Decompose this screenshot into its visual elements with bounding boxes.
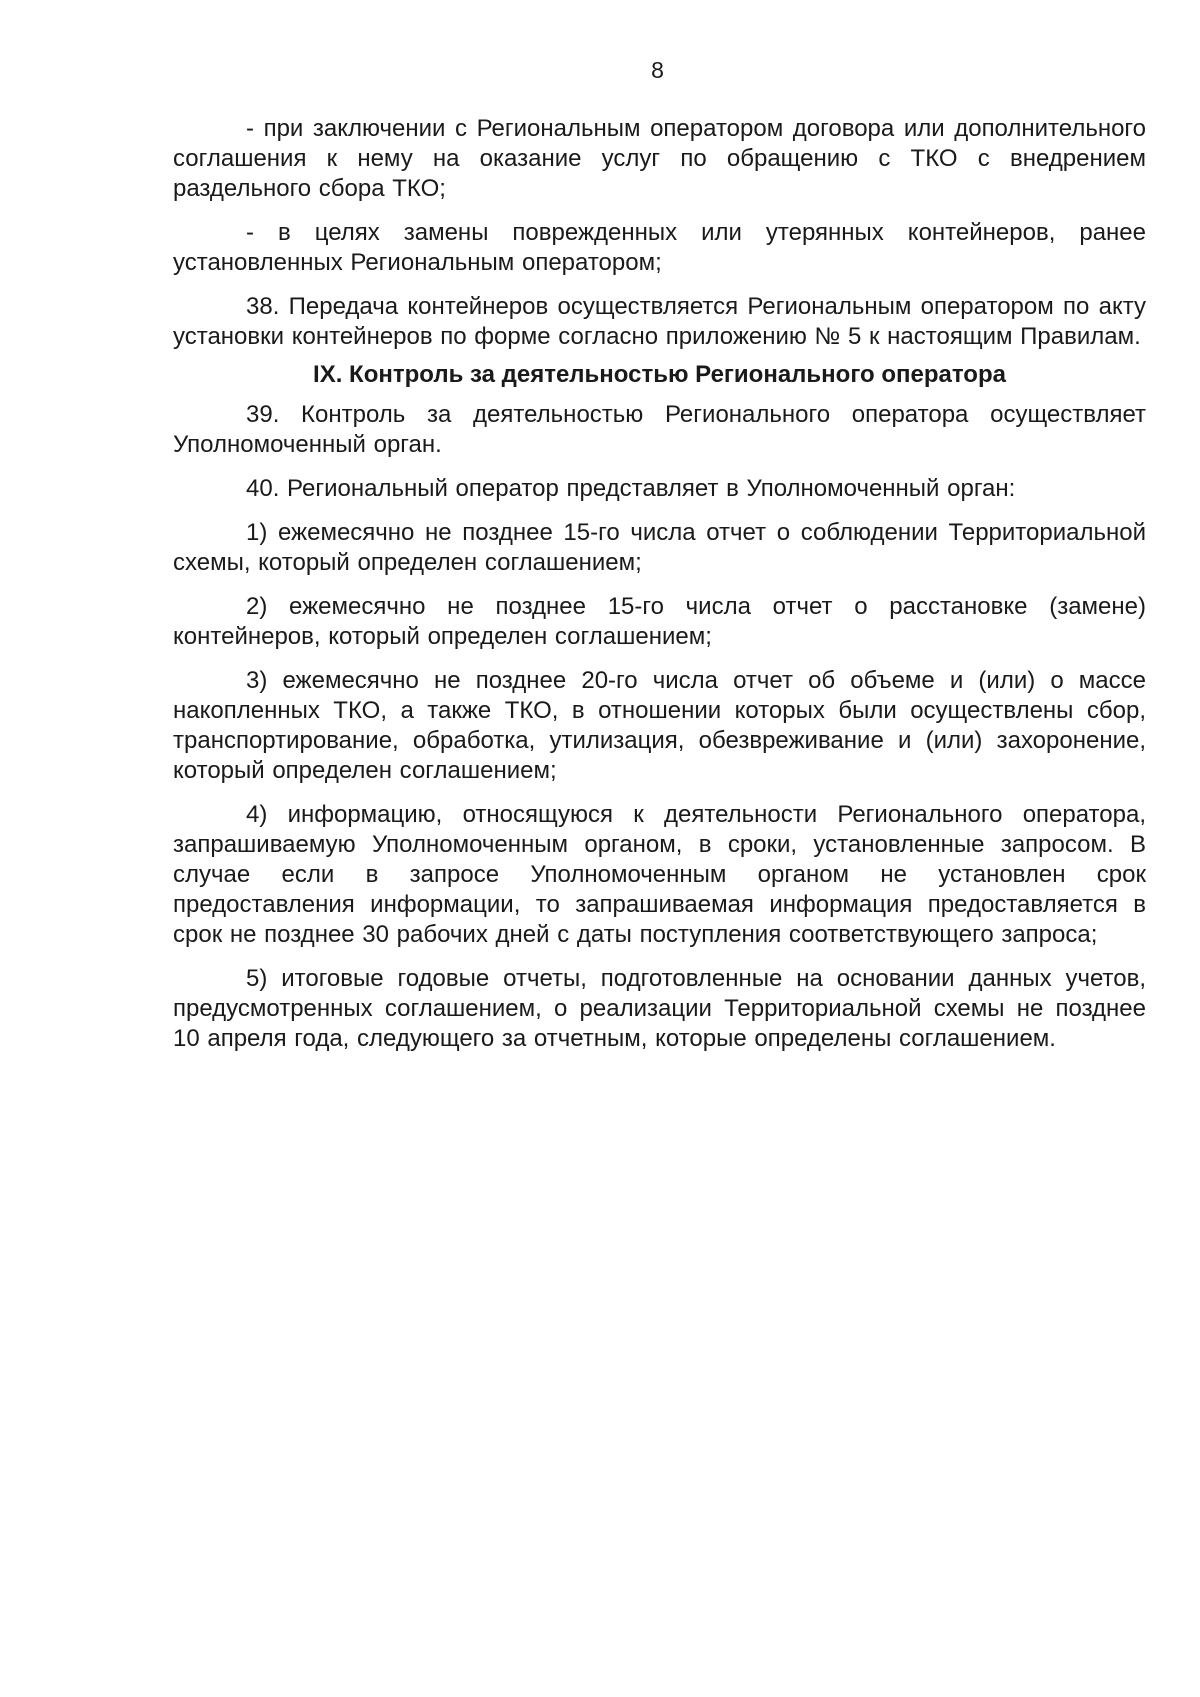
paragraph-40: 40. Региональный оператор представляет в Уполномоченный орган: xyxy=(246,475,1016,502)
page-number: 8 xyxy=(651,57,664,83)
list-item-3: 3) ежемесячно не позднее 20-го числа отчет об объеме и (или) о массе накопленных ТКО, а также ТКО, в отношении которых были осуществлены сбор, транспортирование, обработка, утилизация, обезвреживание и (или) захоронение, который определен соглашением; xyxy=(173,667,1146,784)
list-item-4: 4) информацию, относящуюся к деятельности Регионального оператора, запрашиваемую Уполномоченным органом, в сроки, установленные запросом. В случае если в запросе Уполномоченным органом не установлен срок предоставления информации, то запрашиваемая информация предоставляется в срок не позднее 30 рабочих дней с даты поступления соответствующего запроса; xyxy=(173,801,1146,948)
paragraph-39: 39. Контроль за деятельностью Регионального оператора осуществляет Уполномоченный орган. xyxy=(173,401,1146,458)
paragraph-container-replacement: - в целях замены поврежденных или утерянных контейнеров, ранее установленных Региональным оператором; xyxy=(173,219,1146,276)
list-item-5: 5) итоговые годовые отчеты, подготовленные на основании данных учетов, предусмотренных соглашением, о реализации Территориальной схемы не позднее 10 апреля года, следующего за отчетным, которые определены соглашением. xyxy=(173,965,1146,1052)
paragraph-38: 38. Передача контейнеров осуществляется Региональным оператором по акту установки контейнеров по форме согласно приложению № 5 к настоящим Правилам. xyxy=(173,293,1146,350)
list-item-1: 1) ежемесячно не позднее 15-го числа отчет о соблюдении Территориальной схемы, который определен соглашением; xyxy=(173,519,1146,576)
document-body xyxy=(173,114,1146,1068)
paragraph-separate-collection: - при заключении с Региональным оператором договора или дополнительного соглашения к нему на оказание услуг по обращению с ТКО с внедрением раздельного сбора ТКО; xyxy=(173,115,1146,202)
list-item-2: 2) ежемесячно не позднее 15-го числа отчет о расстановке (замене) контейнеров, который определен соглашением; xyxy=(173,593,1146,650)
section-heading: IX. Контроль за деятельностью Регионального оператора xyxy=(313,361,1006,388)
